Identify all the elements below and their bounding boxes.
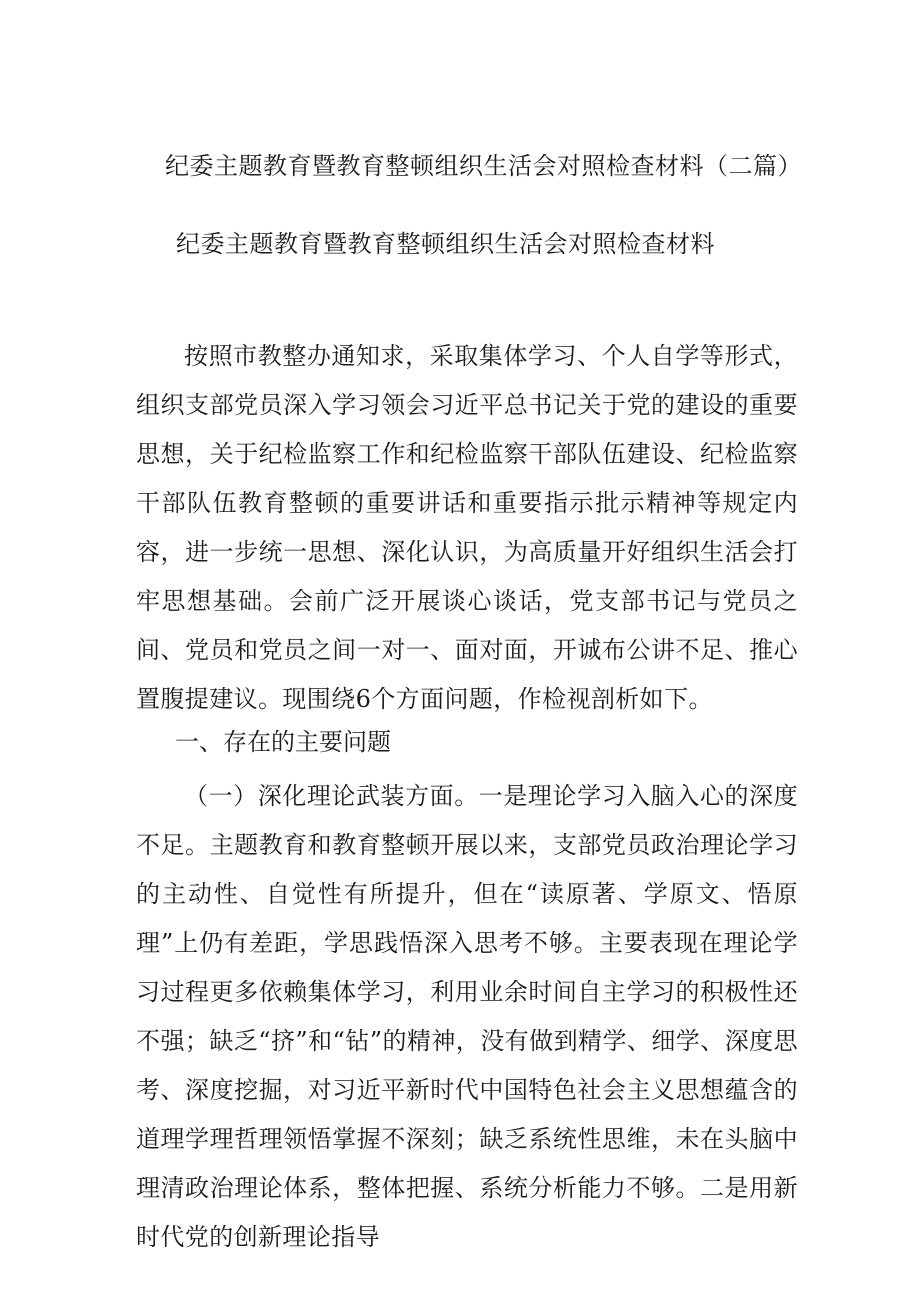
document-title: 纪委主题教育暨教育整顿组织生活会对照检查材料（二篇） [165,152,802,180]
intro-paragraph: 按照市教整办通知求，采取集体学习、个人自学等形式，组织支部党员深入学习领会习近平总书记关于党的建设的重要思想，关于纪检监察工作和纪检监察干部队伍建设、纪检监察干部队伍教育整顿的重要讲话和重要指示批示精神等规定内容，进一步统一思想、深化认识，为高质量开好组织生活会打牢思想基础。会前广泛开展谈心谈话，党支部书记与党员之间、党员和党员之间一对一、面对面，开诚布公讲不足、推心置腹提建议。现围绕6个方面问题，作检视剖析如下。 [136,342,798,713]
section-paragraph: （一）深化理论武装方面。一是理论学习入脑入心的深度不足。主题教育和教育整顿开展以来，支部党员政治理论学习的主动性、自觉性有所提升，但在“读原著、学原文、悟原理”上仍有差距，学思践悟深入思考不够。主要表现在理论学习过程更多依赖集体学习，利用业余时间自主学习的积极性还不强；缺乏“挤”和“钻”的精神，没有做到精学、细学、深度思考、深度挖掘，对习近平新时代中国特色社会主义思想蕴含的道理学理哲理领悟掌握不深刻；缺乏系统性思维，未在头脑中理清政治理论体系，整体把握、系统分析能力不够。二是用新时代党的创新理论指导 [136,782,798,1251]
section-heading: 一、存在的主要问题 [175,728,391,756]
document-subtitle: 纪委主题教育暨教育整顿组织生活会对照检查材料 [176,230,715,258]
